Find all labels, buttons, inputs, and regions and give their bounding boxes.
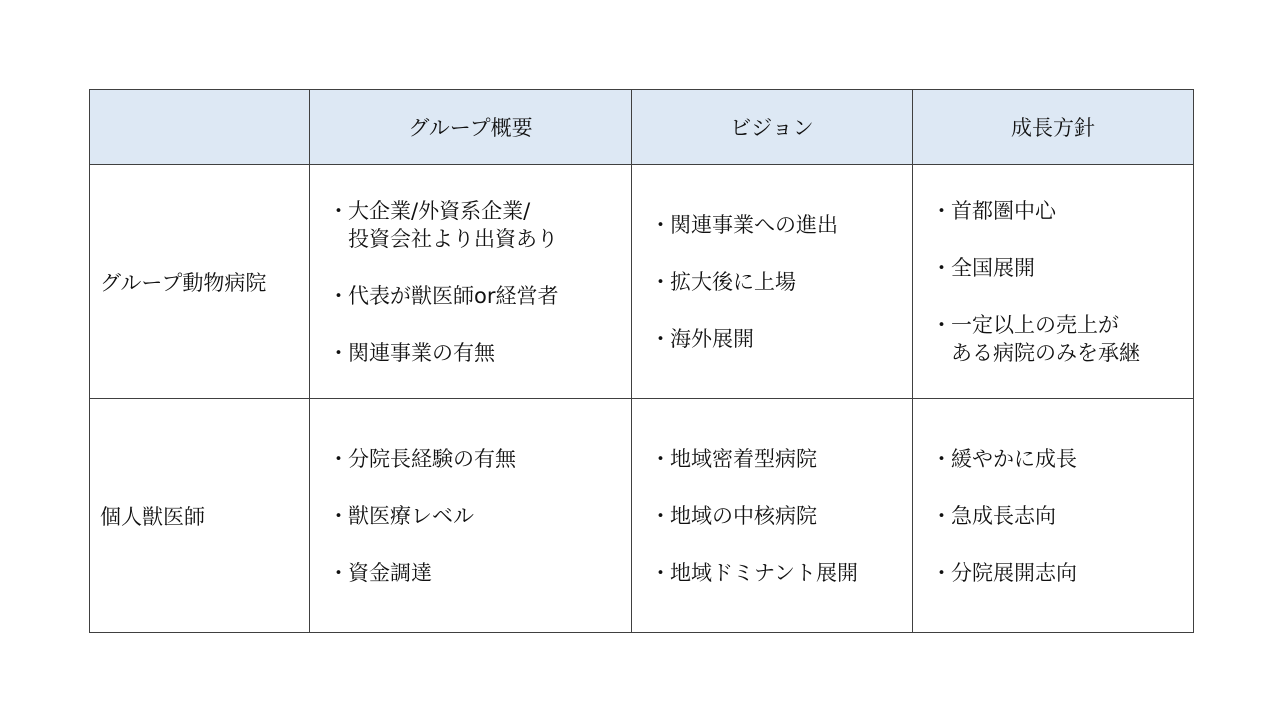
- individual-growth-list: [913, 445, 1193, 587]
- list-item: ・関連事業の有無: [328, 340, 495, 365]
- bullet-mark: ・: [650, 446, 671, 471]
- header-group-overview: グループ概要: [310, 90, 632, 165]
- cell-group-vision: [632, 165, 913, 399]
- list-item: ・拡大後に上場: [650, 269, 796, 294]
- cell-individual-vision: [632, 399, 913, 633]
- bullet-mark: ・: [931, 255, 952, 280]
- list-item: ・地域ドミナント展開: [650, 560, 858, 585]
- bullet-mark: ・: [328, 340, 349, 365]
- list-item: ・首都圏中心: [931, 198, 1056, 223]
- bullet-mark: ・: [328, 446, 349, 471]
- list-item: ・関連事業への進出: [650, 212, 838, 237]
- list-item: ・急成長志向: [931, 503, 1056, 528]
- list-item: ・海外展開: [650, 326, 754, 351]
- list-item: ・代表が獣医師or経営者: [328, 283, 559, 308]
- comparison-table: [89, 89, 1194, 633]
- header-row: [90, 90, 1194, 165]
- list-item: ・分院長経験の有無: [328, 446, 516, 471]
- group-growth-list: [913, 197, 1193, 367]
- list-item: ・地域密着型病院: [650, 446, 817, 471]
- bullet-mark: ・: [328, 198, 349, 223]
- cell-group-growth: [913, 165, 1194, 399]
- list-item: ・地域の中核病院: [650, 503, 817, 528]
- cell-group-overview: [310, 165, 632, 399]
- group-vision-list: [632, 211, 912, 353]
- bullet-mark: ・: [931, 312, 952, 337]
- bullet-mark: ・: [328, 503, 349, 528]
- bullet-mark: ・: [931, 560, 952, 585]
- bullet-mark: ・: [650, 503, 671, 528]
- header-empty-cell: [90, 90, 310, 165]
- bullet-mark: ・: [650, 269, 671, 294]
- list-item: ・緩やかに成長: [931, 446, 1077, 471]
- table-row-group-hospital: [90, 165, 1194, 399]
- bullet-mark: ・: [650, 212, 671, 237]
- list-item: ・一定以上の売上が ある病院のみを承継: [931, 312, 1140, 365]
- list-item: ・大企業/外資系企業/ 投資会社より出資あり: [328, 198, 558, 251]
- list-item: ・資金調達: [328, 560, 432, 585]
- cell-individual-overview: [310, 399, 632, 633]
- header-vision: ビジョン: [632, 90, 913, 165]
- list-item: ・全国展開: [931, 255, 1035, 280]
- header-growth-policy: 成長方針: [913, 90, 1194, 165]
- individual-overview-list: [310, 445, 631, 587]
- list-item: ・獣医療レベル: [328, 503, 474, 528]
- table-header: [90, 90, 1194, 165]
- bullet-mark: ・: [931, 198, 952, 223]
- bullet-mark: ・: [328, 283, 349, 308]
- bullet-mark: ・: [650, 326, 671, 351]
- group-overview-list: [310, 197, 631, 367]
- bullet-mark: ・: [931, 503, 952, 528]
- bullet-mark: ・: [650, 560, 671, 585]
- row-label-individual-vet: 個人獣医師: [90, 399, 310, 633]
- individual-vision-list: [632, 445, 912, 587]
- bullet-mark: ・: [931, 446, 952, 471]
- cell-individual-growth: [913, 399, 1194, 633]
- bullet-mark: ・: [328, 560, 349, 585]
- list-item: ・分院展開志向: [931, 560, 1077, 585]
- table-body: [90, 165, 1194, 633]
- table-row-individual-vet: [90, 399, 1194, 633]
- row-label-group-hospital: グループ動物病院: [90, 165, 310, 399]
